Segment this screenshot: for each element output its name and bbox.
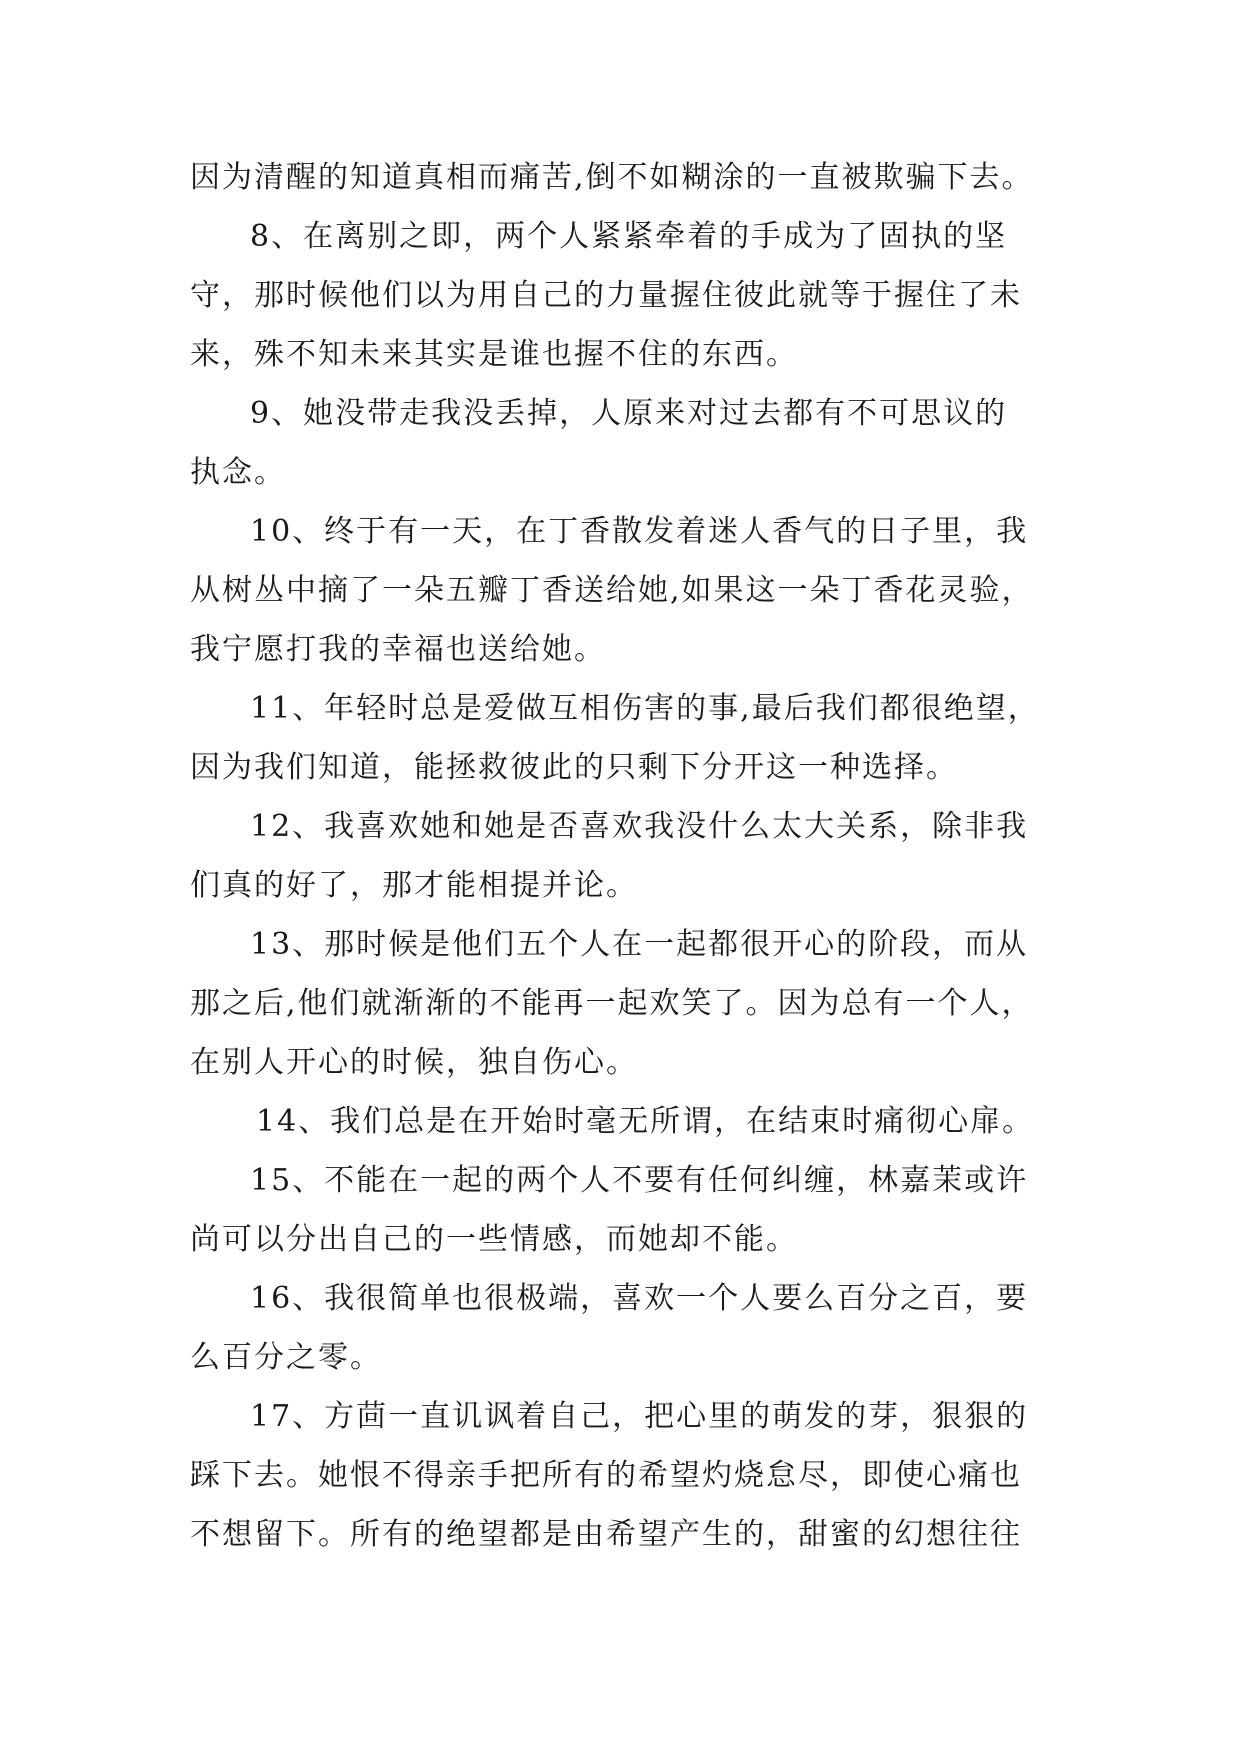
paragraph-9-start: 9、她没带走我没丢掉，人原来对过去都有不可思议的 (250, 396, 1008, 431)
paragraph-8-start: 8、在离别之即，两个人紧紧牵着的手成为了固执的坚 (250, 219, 1008, 254)
text-line: 守，那时候他们以为用自己的力量握住彼此就等于握住了未 (190, 278, 1022, 313)
paragraph-15-start: 15、不能在一起的两个人不要有任何纠缠，林嘉茉或许 (250, 1163, 1029, 1198)
paragraph-17-start: 17、方茴一直讥讽着自己，把心里的萌发的芽，狠狠的 (250, 1399, 1029, 1434)
text-line: 不想留下。所有的绝望都是由希望产生的，甜蜜的幻想往往 (190, 1517, 1022, 1552)
text-line: 我宁愿打我的幸福也送给她。 (190, 632, 606, 667)
text-line: 因为清醒的知道真相而痛苦,倒不如糊涂的一直被欺骗下去。 (190, 160, 1034, 195)
text-line: 在别人开心的时候，独自伤心。 (190, 1045, 638, 1080)
paragraph-10-start: 10、终于有一天，在丁香散发着迷人香气的日子里，我 (250, 514, 1029, 549)
paragraph-14: 14、我们总是在开始时毫无所谓，在结束时痛彻心扉。 (256, 1104, 1035, 1139)
document-body (190, 148, 1090, 1564)
text-line: 从树丛中摘了一朵五瓣丁香送给她,如果这一朵丁香花灵验， (190, 573, 1034, 608)
paragraph-11-start: 11、年轻时总是爱做互相伤害的事,最后我们都很绝望， (250, 691, 1040, 726)
paragraph-16-start: 16、我很简单也很极端，喜欢一个人要么百分之百，要 (250, 1281, 1029, 1316)
text-line: 么百分之零。 (190, 1340, 382, 1375)
text-line: 那之后,他们就渐渐的不能再一起欢笑了。因为总有一个人， (190, 986, 1034, 1021)
text-line: 来，殊不知未来其实是谁也握不住的东西。 (190, 337, 798, 372)
text-line: 尚可以分出自己的一些情感，而她却不能。 (190, 1222, 798, 1257)
text-line: 执念。 (190, 455, 286, 490)
text-line: 因为我们知道，能拯救彼此的只剩下分开这一种选择。 (190, 750, 958, 785)
paragraph-13-start: 13、那时候是他们五个人在一起都很开心的阶段，而从 (250, 927, 1029, 962)
text-line: 们真的好了，那才能相提并论。 (190, 868, 638, 903)
text-line: 踩下去。她恨不得亲手把所有的希望灼烧怠尽，即使心痛也 (190, 1458, 1022, 1493)
paragraph-12-start: 12、我喜欢她和她是否喜欢我没什么太大关系，除非我 (250, 809, 1029, 844)
